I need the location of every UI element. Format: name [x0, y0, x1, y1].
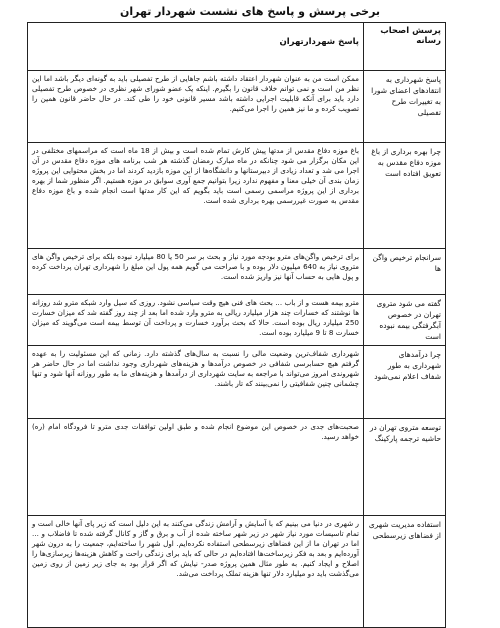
answer-cell: برای ترخیص واگن‌های مترو بودجه مورد نیاز و بحث بر سر 50 یا 80 میلیارد نبوده بلکه برای ترخیص واگن های متروی نیاز به 640 میلیون دلار بوده و با صراحت می گویم همه پول این مبلغ را شهرداری تهران پرداخت کرده و پول هایی به حساب آنها نیز واریز شده است. [28, 249, 364, 295]
table-row [28, 516, 446, 628]
answer-cell: شهرداری شفاف‌ترین وضعیت مالی را نسبت به سال‌های گذشته دارد. زمانی که این مسئولیت را به عهده گرفتم هیچ حسابرسی شفافی در خصوص درآمدها و هزینه‌های شهرداری وجود نداشت اما در حال حاضر هر شهروندی امروز می‌تواند با مراجعه به سایت شهرداری از درآمدها و هزینه‌های ما به طور روزانه آنها شود و تنها چشمانی چنین شفافیتی را نمی‌بینند که تار باشند. [28, 346, 364, 419]
question-cell: سرانجام ترخیص واگن ها [364, 249, 446, 295]
answer-cell: ممکن است من به عنوان شهردار اعتقاد داشته باشم جاهایی از طرح تفصیلی باید به گونه‌ای دیگر باشد اما این نظر من است و نمی توانم خلاف قانون را بگیرم. اینکه یک عضو شورای شهر نظری در خصوص طرح تفصیلی دارد باید برای آنکه قابلیت اجرایی داشته باشد مسیر قانونی خود را طی کند. در حال حاضر قانون همین را تصویب کرده و ما نیز همین را اجرا می‌کنیم. [28, 71, 364, 143]
question-cell: توسعه متروی تهران در حاشیه ترجمه پارکینگ [364, 419, 446, 516]
answer-cell: مترو بیمه هست و از باب ... بحث های فنی هیچ وقت سیاسی نشود. روزی که سیل وارد شبکه مترو شد روزانه ها نوشتند که خسارات چند هزار میلیارد ریالی به مترو وارد شده اما بعد از چند روز گفته شد که میزان خسارت 250 میلیارد ریال بوده است. حالا که بحث برآورد خسارت و پرداخت آن توسط بیمه است می‌گویند که میزان خسارت 8 تا 9 میلیارد بوده است. [28, 295, 364, 346]
qa-table [27, 22, 446, 628]
question-cell: چرا بهره برداری از باغ موزه دفاع مقدس به تعویق افتاده است [364, 143, 446, 249]
answer-cell: صحبت‌های جدی در خصوص این موضوع انجام شده و طبق اولین توافقات جدی مترو تا فرودگاه امام (ره) خواهد رسید. [28, 419, 364, 516]
table-row [28, 249, 446, 295]
table-header-row [28, 23, 446, 71]
answer-cell: باغ موزه دفاع مقدس از مدتها پیش کارش تمام شده است و بیش از 18 ماه است که مراسمهای مختلفی در این مکان برگزار می شود چنانکه در ماه مبارک رمضان گذشته هر شب برنامه های موزه دفاع مقدس در آن اجرا می شد و تعداد زیادی از دبیرستانها و دانشگاه‌ها از این موزه بازدید کردند اما در بخش محتوایی این پروژه زمان بندی آن خیلی معنا و مفهوم ندارد زیرا بتوانیم جمع آوری سوابق در موزه هستیم. اگر منظور شما از بهره برداری از این پروژه مراسمی رسمی است باید بگویم که این کار مدتها است انجام شده و باغ موزه دفاع مقدس به صورت غیررسمی بهره برداری شده است. [28, 143, 364, 249]
table-row [28, 143, 446, 249]
table-row [28, 346, 446, 419]
header-answer: پاسخ شهردارتهران [28, 23, 364, 71]
table-row [28, 419, 446, 516]
question-cell: گفته می شود متروی تهران در خصوص آبگرفتگی بیمه نبوده است [364, 295, 446, 346]
table-row [28, 295, 446, 346]
header-question: پرسش اصحاب رسانه [364, 23, 446, 71]
question-cell: پاسخ شهرداری به انتقادهای اعضای شورا به تغییرات طرح تفصیلی [364, 71, 446, 143]
answer-cell: ر شهری در دنیا می بینیم که با آسایش و آرامش زندگی می‌کنند به این دلیل است که زیر پای آنها خالی است و تمام تاسیسات مورد نیاز شهر در زیر شهر ساخته شده از آب و برق و گاز و کانال گرفته شده تا فاضلاب و ... اما در تهران ما از این فضاهای زیرسطحی استفاده نکرده‌ایم. اول شهر را ساخته‌ایم، جمعیت را به درون شهر آورده‌ایم و بعد به فکر زیرساخت‌ها افتاده‌ایم در حالی که باید برای زندگی راحت و کاهش هزینه‌ها زیرسازی‌ها را اصلاح و ایجاد کنیم. به طور مثال همین پروژه صدر- نیایش که اگر قرار بود به جای زیر زمین از روی زمین می‌گذشت باید دو میلیارد دلار تنها هزینه تملک پرداخت می‌شد. [28, 516, 364, 628]
document-title: برخی پرسش و پاسخ های نشست شهردار تهران [119, 5, 381, 18]
table-row [28, 71, 446, 143]
question-cell: چرا درآمدهای شهرداری به طور شفاف اعلام نمی‌شود [364, 346, 446, 419]
question-cell: استفاده مدیریت شهری از فضاهای زیرسطحی [364, 516, 446, 628]
